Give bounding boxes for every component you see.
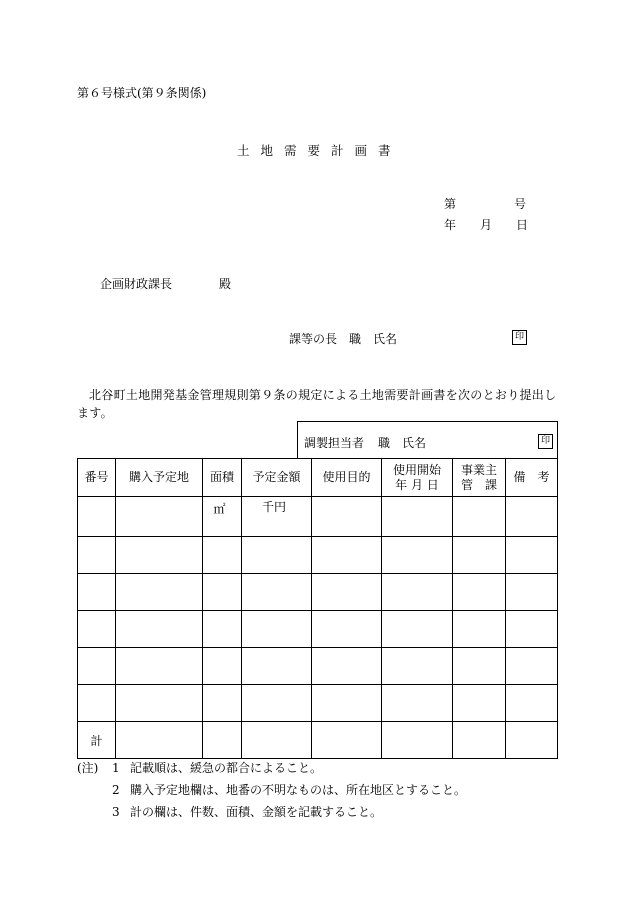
cell-start-date[interactable] [382,648,453,685]
total-start-date[interactable] [382,722,453,759]
cell-remarks[interactable] [506,574,558,611]
sender-prefix: 課等の長 [289,332,338,346]
cell-area[interactable] [203,611,242,648]
cell-department[interactable] [453,685,506,722]
cell-purpose[interactable] [312,574,382,611]
cell-remarks[interactable] [506,685,558,722]
cell-planned-amount[interactable] [242,648,312,685]
note-text: 購入予定地欄は、地番の不明なものは、所在地区とすること。 [130,783,467,797]
table-row [78,685,558,722]
cell-planned-site[interactable] [116,497,203,537]
cell-planned-site[interactable] [116,611,203,648]
assignee-box [297,421,558,459]
date-line [444,216,528,233]
header-area: 面積 [203,459,242,497]
table-row [78,648,558,685]
total-row [78,722,558,759]
header-number: 番号 [78,459,116,497]
header-planned-site: 購入予定地 [116,459,203,497]
total-purpose[interactable] [312,722,382,759]
cell-planned-site[interactable] [116,648,203,685]
cell-remarks[interactable] [506,611,558,648]
sender-line [289,330,397,347]
table-row [78,574,558,611]
cell-area[interactable] [203,574,242,611]
cell-department[interactable] [453,537,506,574]
cell-remarks[interactable] [506,497,558,537]
total-department[interactable] [453,722,506,759]
sender-name-label: 職 氏名 [349,332,398,346]
cell-department[interactable] [453,574,506,611]
cell-number[interactable] [78,611,116,648]
cell-number[interactable] [78,574,116,611]
year-label: 年 [444,218,457,232]
document-number-label: 第 [444,197,457,211]
cell-planned-amount[interactable] [242,537,312,574]
note-text: 記載順は、緩急の都合によること。 [130,761,323,775]
cell-start-date[interactable] [382,611,453,648]
table-row [78,611,558,648]
header-department: 事業主 管 課 [453,459,506,497]
cell-purpose[interactable] [312,685,382,722]
note-number: 3 [112,805,120,819]
note-number: 2 [112,783,120,797]
total-area[interactable] [203,722,242,759]
form-number: 第６号様式(第９条関係) [77,86,207,100]
document-title: 土地需要計画書 [237,143,402,158]
cell-department[interactable] [453,497,506,537]
assignee-name-label: 職 氏名 [378,436,427,450]
cell-department[interactable] [453,648,506,685]
cell-number[interactable] [78,685,116,722]
month-label: 月 [480,218,493,232]
cell-remarks[interactable] [506,537,558,574]
cell-start-date[interactable] [382,537,453,574]
cell-area[interactable] [203,537,242,574]
cell-planned-amount[interactable] [242,611,312,648]
table-row [78,537,558,574]
day-label: 日 [516,218,529,232]
total-planned-amount[interactable] [242,722,312,759]
cell-purpose[interactable] [312,497,382,537]
cell-purpose[interactable] [312,537,382,574]
cell-start-date[interactable] [382,685,453,722]
cell-purpose[interactable] [312,648,382,685]
header-start-date: 使用開始 年 月 日 [382,459,453,497]
cell-planned-amount[interactable] [242,574,312,611]
cell-number[interactable] [78,537,116,574]
body-paragraph: 北谷町土地開発基金管理規則第９条の規定による土地需要計画書を次のとおり提出します。 [77,388,557,420]
header-planned-amount: 予定金額 [242,459,312,497]
total-remarks[interactable] [506,722,558,759]
note-item [77,779,466,801]
cell-number[interactable] [78,648,116,685]
table-row [78,497,558,537]
notes [77,757,466,823]
cell-number[interactable] [78,497,116,537]
document-number-suffix: 号 [514,197,527,211]
cell-remarks[interactable] [506,648,558,685]
seal-mark: 印 [512,330,527,345]
addressee-honorific: 殿 [219,277,232,291]
header-purpose: 使用目的 [312,459,382,497]
cell-planned-site[interactable] [116,574,203,611]
cell-department[interactable] [453,611,506,648]
cell-planned-site[interactable] [116,537,203,574]
notes-head: (注) [77,761,99,775]
note-item [77,801,466,823]
assignee-prefix: 調製担当者 [304,436,365,450]
total-label: 計 [78,722,116,759]
cell-area[interactable] [203,685,242,722]
header-remarks: 備 考 [506,459,558,497]
cell-planned-amount[interactable]: 千円 [242,497,312,537]
note-number: 1 [112,761,120,775]
cell-start-date[interactable] [382,574,453,611]
assignee-seal-mark: 印 [538,434,553,449]
addressee-name: 企画財政課長 [100,277,173,291]
cell-area[interactable] [203,648,242,685]
table-header-row [78,459,558,497]
land-demand-table [77,458,558,759]
note-text: 計の欄は、件数、面積、金額を記載すること。 [130,805,383,819]
assignee-line [304,434,426,451]
cell-purpose[interactable] [312,611,382,648]
cell-area[interactable]: ㎡ [203,497,242,537]
total-planned-site[interactable] [116,722,203,759]
cell-planned-site[interactable] [116,685,203,722]
cell-planned-amount[interactable] [242,685,312,722]
note-item [77,757,466,779]
cell-start-date[interactable] [382,497,453,537]
